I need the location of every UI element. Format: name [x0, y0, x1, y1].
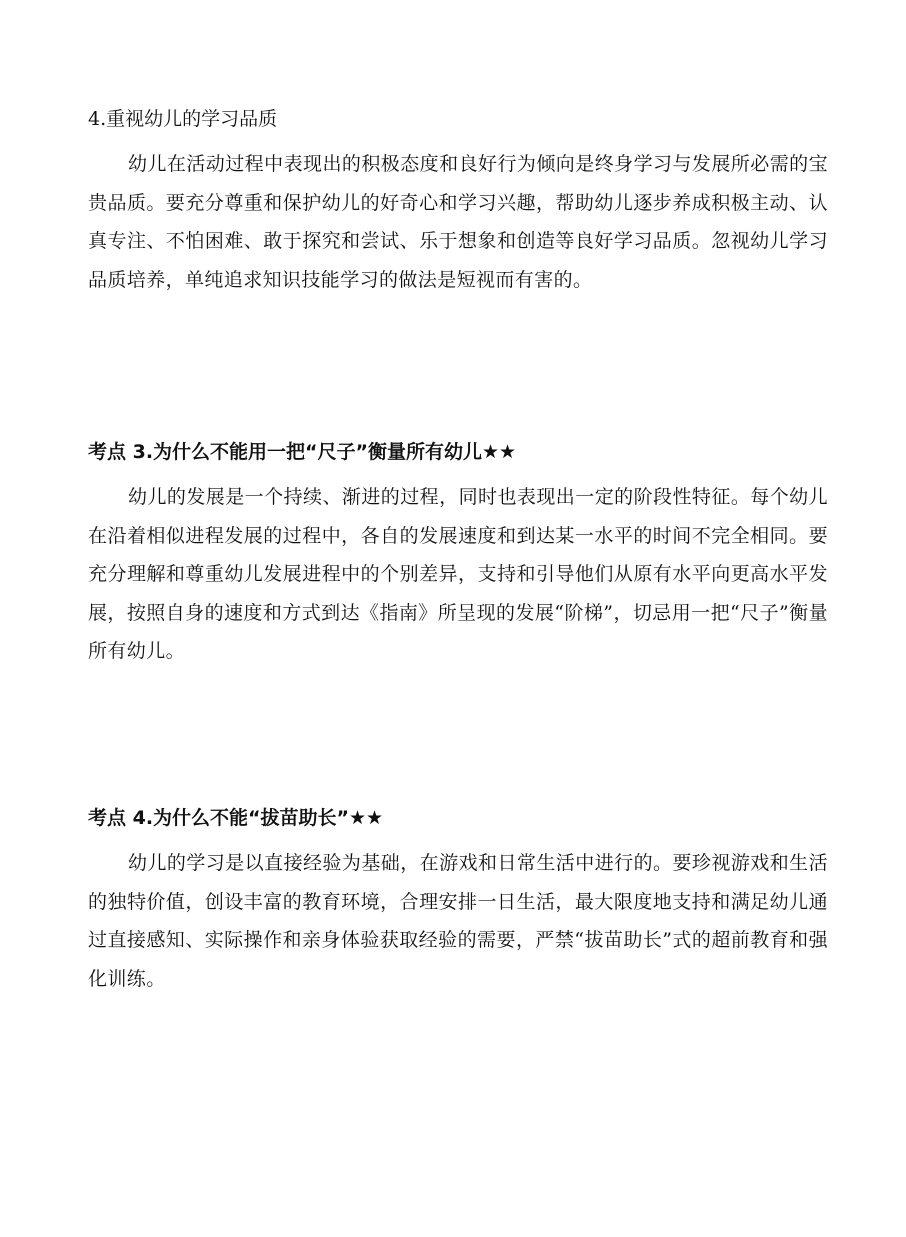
section-heading: 考点 4.为什么不能“拔苗助长”★★	[88, 807, 384, 829]
section-heading: 考点 3.为什么不能用一把“尺子”衡量所有幼儿★★	[88, 441, 517, 463]
section-exam-point-4	[88, 806, 828, 998]
section-exam-point-3	[88, 440, 828, 671]
section-paragraph: 幼儿的学习是以直接经验为基础，在游戏和日常生活中进行的。要珍视游戏和生活的独特价值，创设丰富的教育环境，合理安排一日生活，最大限度地支持和满足幼儿通过直接感知、实际操作和亲身体验获取经验的需要，严禁“拔苗助长”式的超前教育和强化训练。	[88, 852, 828, 990]
section-heading: 4.重视幼儿的学习品质	[88, 108, 278, 130]
section-paragraph: 幼儿的发展是一个持续、渐进的过程，同时也表现出一定的阶段性特征。每个幼儿在沿着相似进程发展的过程中，各自的发展速度和到达某一水平的时间不完全相同。要充分理解和尊重幼儿发展进程中的个别差异，支持和引导他们从原有水平向更高水平发展，按照自身的速度和方式到达《指南》所呈现的发展“阶梯”，切忌用一把“尺子”衡量所有幼儿。	[88, 486, 828, 662]
section-paragraph: 幼儿在活动过程中表现出的积极态度和良好行为倾向是终身学习与发展所必需的宝贵品质。要充分尊重和保护幼儿的好奇心和学习兴趣，帮助幼儿逐步养成积极主动、认真专注、不怕困难、敢于探究和尝试、乐于想象和创造等良好学习品质。忽视幼儿学习品质培养，单纯追求知识技能学习的做法是短视而有害的。	[88, 153, 828, 291]
section-learning-quality	[88, 107, 828, 299]
